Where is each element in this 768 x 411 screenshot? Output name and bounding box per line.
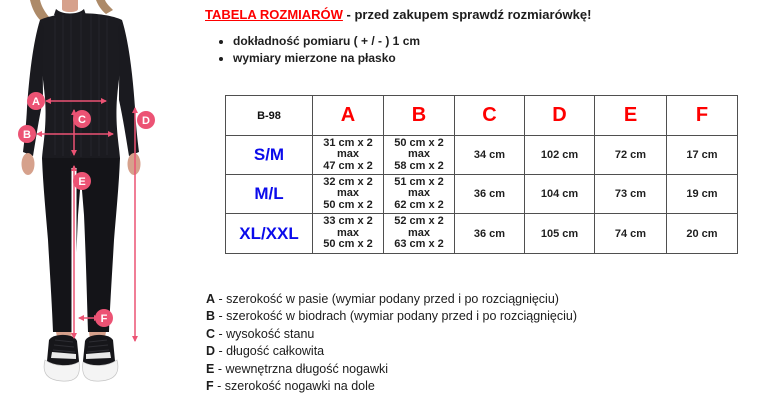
legend-text: - szerokość w pasie (wymiar podany przed i po rozciągnięciu) [218, 292, 559, 306]
legend-letter: A [206, 292, 216, 306]
cell-b [384, 214, 455, 254]
column-header-e: E [595, 96, 667, 136]
column-header-b: B [384, 96, 455, 136]
marker-d-letter: D [142, 114, 150, 127]
model-photo [0, 0, 200, 411]
marker-b-letter: B [23, 128, 31, 141]
legend-item [206, 326, 636, 343]
cell-line: 50 cm x 2 [323, 198, 373, 211]
legend-text: - długość całkowita [218, 344, 325, 359]
cell-line: 50 cm x 2 [323, 238, 373, 251]
note-item: • dokładność pomiaru ( + / - ) 1 cm [233, 33, 763, 50]
cell-c: 36 cm [455, 175, 525, 214]
hair-strand-right [96, 0, 113, 14]
legend-text: - szerokość nogawki na dole [217, 379, 375, 394]
cell-e: 73 cm [595, 175, 667, 214]
cell-f: 20 cm [667, 214, 738, 254]
marker-f-letter: F [100, 312, 108, 325]
intro-section [205, 7, 763, 67]
cell-line: max [407, 148, 431, 161]
cell-d: 102 cm [525, 136, 595, 175]
cell-line: 58 cm x 2 [394, 159, 444, 172]
cell-line: max [407, 226, 431, 239]
model-neck [62, 0, 78, 12]
cell-a [313, 175, 384, 214]
title-line [205, 7, 763, 23]
legend-item [206, 291, 636, 308]
legend-item [206, 378, 636, 395]
legend-letter: B [206, 309, 216, 324]
cell-line: 63 cm x 2 [394, 238, 444, 251]
size-table [225, 95, 738, 254]
cell-line: 52 cm x 2 [394, 215, 444, 228]
cell-e: 74 cm [595, 214, 667, 254]
column-header-c: C [455, 96, 525, 136]
model-figure [0, 0, 200, 411]
size-label: S/M [226, 136, 313, 175]
column-header-d: D [525, 96, 595, 136]
marker-b [18, 125, 36, 143]
size-label: XL/XXL [226, 214, 313, 254]
cell-b [384, 175, 455, 214]
legend-item [206, 361, 636, 378]
cell-line: 50 cm x 2 [394, 136, 444, 149]
legend-letter: E [206, 361, 215, 376]
cell-line: max [407, 187, 431, 200]
cell-a [313, 136, 384, 175]
column-header-a: A [313, 96, 384, 136]
marker-e-letter: E [78, 175, 86, 188]
table-row [226, 175, 738, 214]
model-hand-left [22, 153, 35, 175]
cell-f: 17 cm [667, 136, 738, 175]
cell-a [313, 214, 384, 254]
sneaker-right [83, 335, 118, 381]
table-header-row [226, 96, 738, 136]
marker-e [73, 172, 91, 190]
marker-a [27, 92, 45, 110]
marker-d [137, 111, 155, 129]
legend-letter: D [206, 344, 216, 359]
page-title: TABELA ROZMIARÓW [205, 7, 343, 22]
cell-line: 31 cm x 2 [323, 136, 373, 149]
sweater-rib-texture [55, 13, 107, 157]
cell-line: 47 cm x 2 [323, 159, 373, 172]
legend-item [206, 308, 636, 325]
marker-c [73, 110, 91, 128]
cell-c: 36 cm [455, 214, 525, 254]
legend-text: - szerokość w biodrach (wymiar podany przed i po rozciągnięciu) [218, 309, 577, 324]
cell-d: 104 cm [525, 175, 595, 214]
cell-line: max [336, 226, 360, 239]
column-header-f: F [667, 96, 738, 136]
sweater-sleeve-right [118, 20, 139, 156]
cell-line: 33 cm x 2 [323, 215, 373, 228]
marker-a-letter: A [32, 95, 40, 108]
cell-line: 62 cm x 2 [394, 198, 444, 211]
legend-letter: F [206, 379, 214, 394]
model-hand-right [128, 153, 141, 175]
marker-c-letter: C [78, 113, 86, 126]
cell-d: 105 cm [525, 214, 595, 254]
model-code: B-98 [226, 96, 313, 136]
sneaker-left [44, 335, 79, 381]
note-item: • wymiary mierzone na płasko [233, 50, 763, 67]
cell-c: 34 cm [455, 136, 525, 175]
table-row [226, 136, 738, 175]
cell-line: 51 cm x 2 [394, 175, 444, 188]
legend-letter: C [206, 326, 216, 341]
cell-line: max [336, 148, 360, 161]
cell-f: 19 cm [667, 175, 738, 214]
legend-text: - wysokość stanu [218, 326, 315, 341]
marker-f [95, 309, 113, 327]
cell-line: 32 cm x 2 [323, 175, 373, 188]
cell-e: 72 cm [595, 136, 667, 175]
table-row [226, 214, 738, 254]
cell-b [384, 136, 455, 175]
legend-text: - wewnętrzna długość nogawki [217, 361, 389, 376]
legend-item [206, 343, 636, 360]
size-label: M/L [226, 175, 313, 214]
page-subtitle: - przed zakupem sprawdź rozmiarówkę! [342, 7, 592, 22]
legend [206, 291, 636, 395]
measurement-notes [233, 33, 763, 67]
cell-line: max [336, 187, 360, 200]
